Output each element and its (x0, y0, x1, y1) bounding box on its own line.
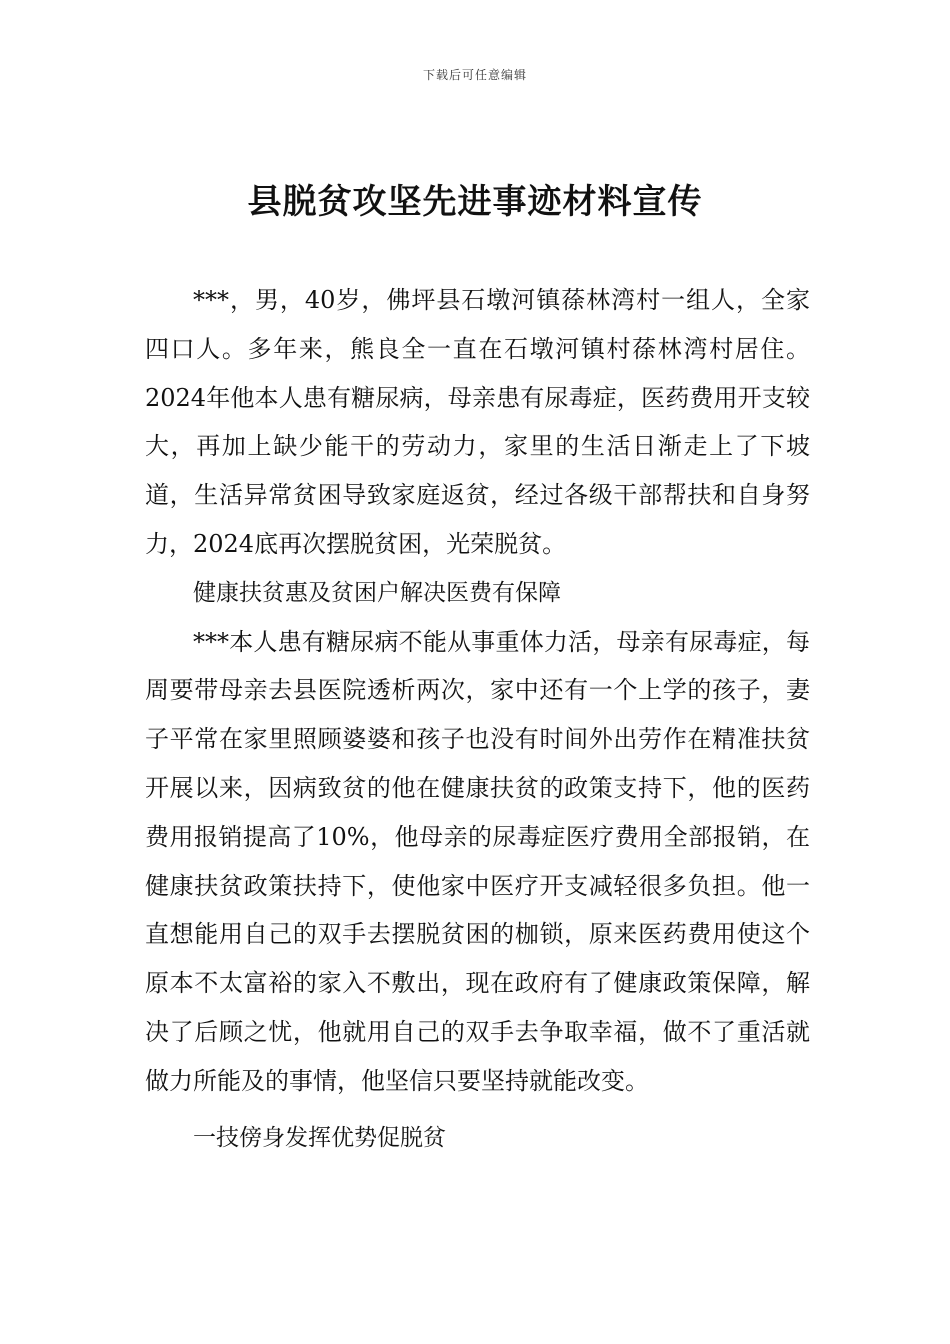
paragraph-health-aid: ***本人患有糖尿病不能从事重体力活，母亲有尿毒症，每周要带母亲去县医院透析两次，家中还有一个上学的孩子，妻子平常在家里照顾婆婆和孩子也没有时间外出劳作在精准扶贫开展以来，因病致贫的他在健康扶贫的政策支持下，他的医药费用报销提高了10%，他母亲的尿毒症医疗费用全部报销，在健康扶贫政策扶持下，使他家中医疗开支减轻很多负担。他一直想能用自己的双手去摆脱贫困的枷锁，原来医药费用使这个原本不太富裕的家入不敷出，现在政府有了健康政策保障，解决了后顾之忧，他就用自己的双手去争取幸福，做不了重活就做力所能及的事情，他坚信只要坚持就能改变。 (145, 627, 810, 1095)
document-title: 县脱贫攻坚先进事迹材料宣传 (247, 182, 703, 222)
subheading-skills: 一技傍身发挥优势促脱贫 (193, 1124, 446, 1151)
header-note: 下载后可任意编辑 (422, 68, 527, 82)
document-body (145, 276, 810, 1162)
paragraph-profile: ***，男，40岁，佛坪县石墩河镇蒣林湾村一组人，全家四口人。多年来，熊良全一直在石墩河镇村蒣林湾村居住。2024年他本人患有糖尿病，母亲患有尿毒症，医药费用开支较大，再加上缺少能干的劳动力，家里的生活日渐走上了下坡道，生活异常贫困导致家庭返贫，经过各级干部帮扶和自身努力，2024底再次摆脱贫困，光荣脱贫。 (145, 286, 810, 558)
subheading-health-aid: 健康扶贫惠及贫困户解决医费有保障 (193, 579, 561, 606)
